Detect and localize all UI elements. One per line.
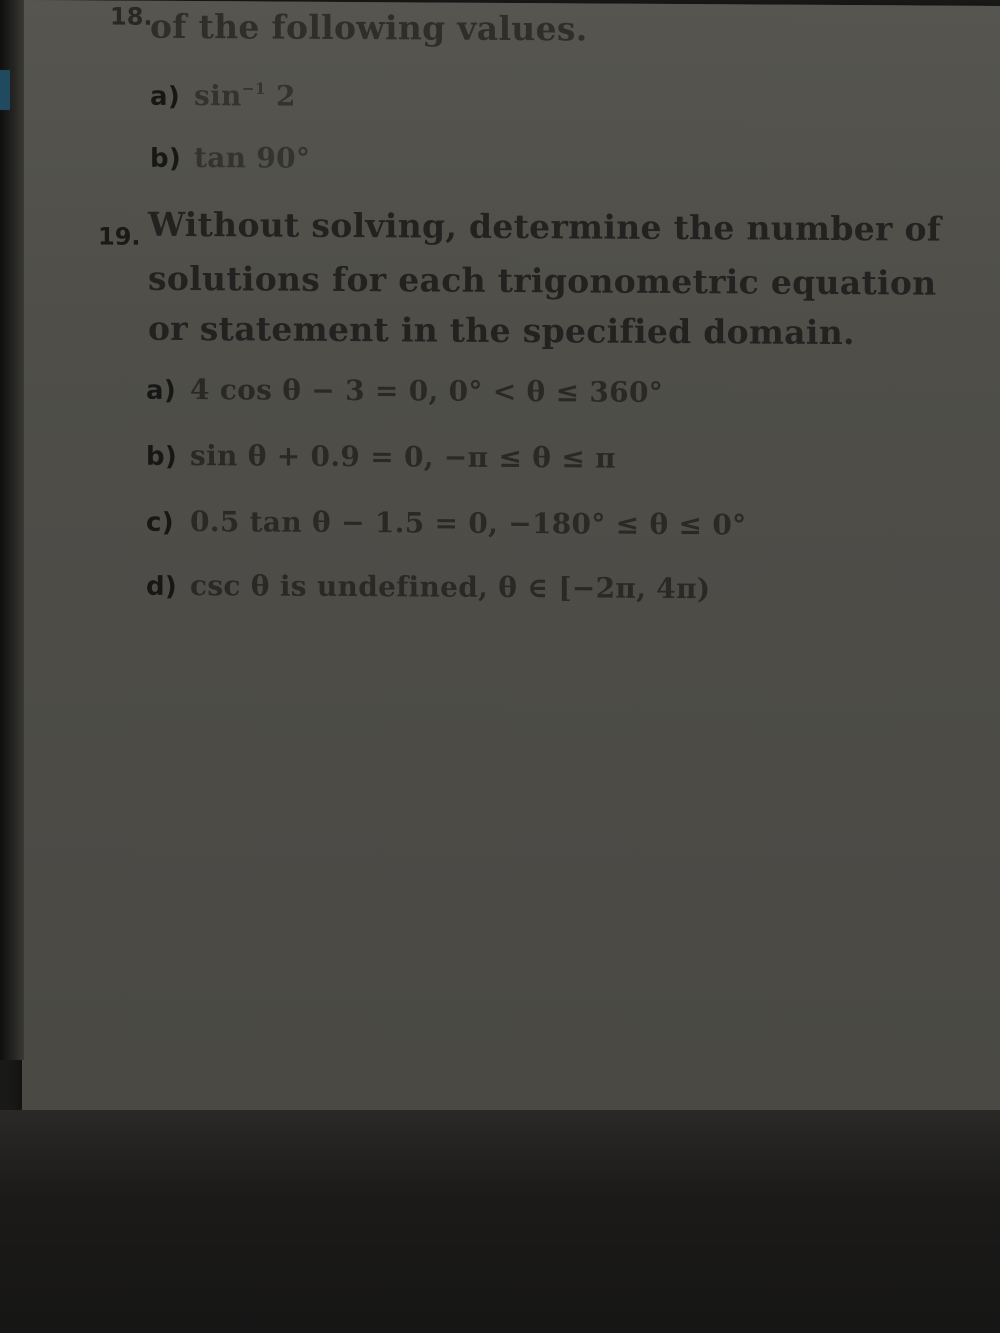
question-19-text-line-3: or statement in the specified domain. [148, 308, 855, 353]
question-18-part-a [150, 79, 296, 113]
part-expression: csc θ is undefined, θ ∈ [−2π, 4π) [190, 569, 711, 606]
question-18-part-b [150, 141, 310, 175]
part-label: a) [146, 375, 177, 406]
part-expression: sin θ + 0.9 = 0, −π ≤ θ ≤ π [190, 439, 616, 475]
part-label: b) [146, 441, 178, 472]
part-expression: 4 cos θ − 3 = 0, 0° < θ ≤ 360° [190, 373, 664, 409]
textbook-page [22, 0, 1000, 1121]
part-label: c) [146, 507, 174, 538]
page-binding-shadow [0, 0, 24, 1060]
question-19-part-b [146, 439, 616, 475]
part-expression: tan 90° [194, 141, 311, 175]
part-label: d) [146, 571, 178, 602]
question-19-part-c [146, 505, 746, 542]
question-19-text-line-1: Without solving, determine the number of [148, 204, 942, 249]
blue-tab-marker [0, 70, 10, 110]
question-19-part-a [146, 373, 663, 409]
question-19-number: 19. [98, 222, 141, 251]
part-label: a) [150, 81, 181, 112]
background-surface [0, 1110, 1000, 1333]
part-label: b) [150, 143, 182, 174]
question-18-number: 18. [110, 2, 153, 31]
question-19-part-d [146, 569, 710, 605]
part-expression: 0.5 tan θ − 1.5 = 0, −180° ≤ θ ≤ 0° [190, 505, 747, 542]
question-18-intro: of the following values. [150, 6, 588, 49]
question-19-text-line-2: solutions for each trigonometric equation [148, 258, 937, 303]
part-expression: $\sin^{-1} 2$ [194, 79, 296, 113]
